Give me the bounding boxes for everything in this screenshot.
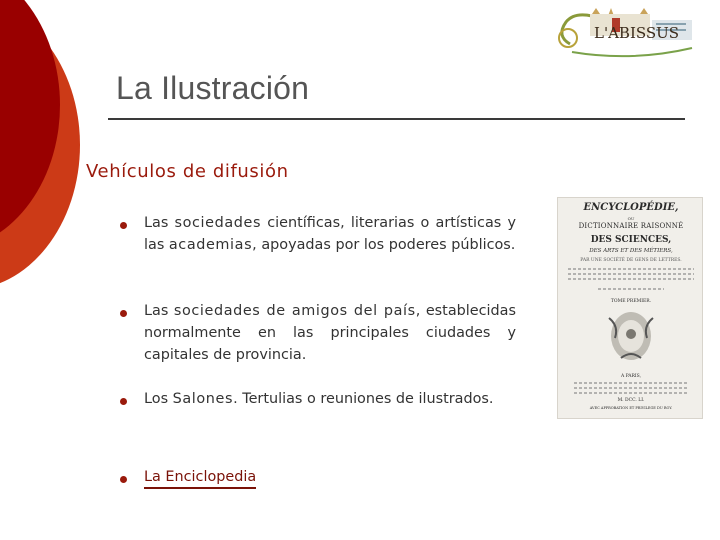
cover-line: DES SCIENCES, <box>590 235 672 245</box>
cover-line: OU <box>627 216 635 221</box>
cover-title: ENCYCLOPÉDIE, <box>583 202 679 213</box>
cover-line: TOME PREMIER. <box>610 299 652 304</box>
cover-line: DICTIONNAIRE RAISONNÉ <box>578 222 684 230</box>
cover-line: AVEC APPROBATION ET PRIVILEGE DU ROY. <box>589 406 673 410</box>
encyclopedie-cover-image <box>557 197 703 419</box>
slide-title: La Ilustración <box>116 70 310 106</box>
slide-subtitle: Vehículos de difusión <box>86 161 289 182</box>
logo-image <box>552 4 702 62</box>
title-divider <box>108 118 685 120</box>
cover-line: PAR UNE SOCIÉTÉ DE GENS DE LETTRES. <box>580 258 682 263</box>
cover-line: M. DCC. LI. <box>617 398 645 403</box>
bullet-marker <box>120 398 127 405</box>
bullet-text: Los Salones. Tertulias o reuniones de ilustrados. <box>144 391 494 407</box>
bullet-marker <box>120 222 127 229</box>
logo-text: L'ABISSUS <box>594 24 680 42</box>
enciclopedia-link[interactable]: La Enciclopedia <box>144 469 256 489</box>
cover-line: A PARIS, <box>620 374 642 379</box>
vignette-illustration <box>601 308 661 364</box>
bullet-marker <box>120 310 127 317</box>
cover-line: DES ARTS ET DES MÉTIERS, <box>589 248 673 254</box>
bullet-text: Las sociedades científicas, literarias o artísticas y las academias, apoyadas por los poderes públicos. <box>144 215 516 253</box>
bullet-marker <box>120 476 127 483</box>
bullet-text: Las sociedades de amigos del país, establecidas normalmente en las principales ciudades y capitales de provincia. <box>144 303 516 363</box>
